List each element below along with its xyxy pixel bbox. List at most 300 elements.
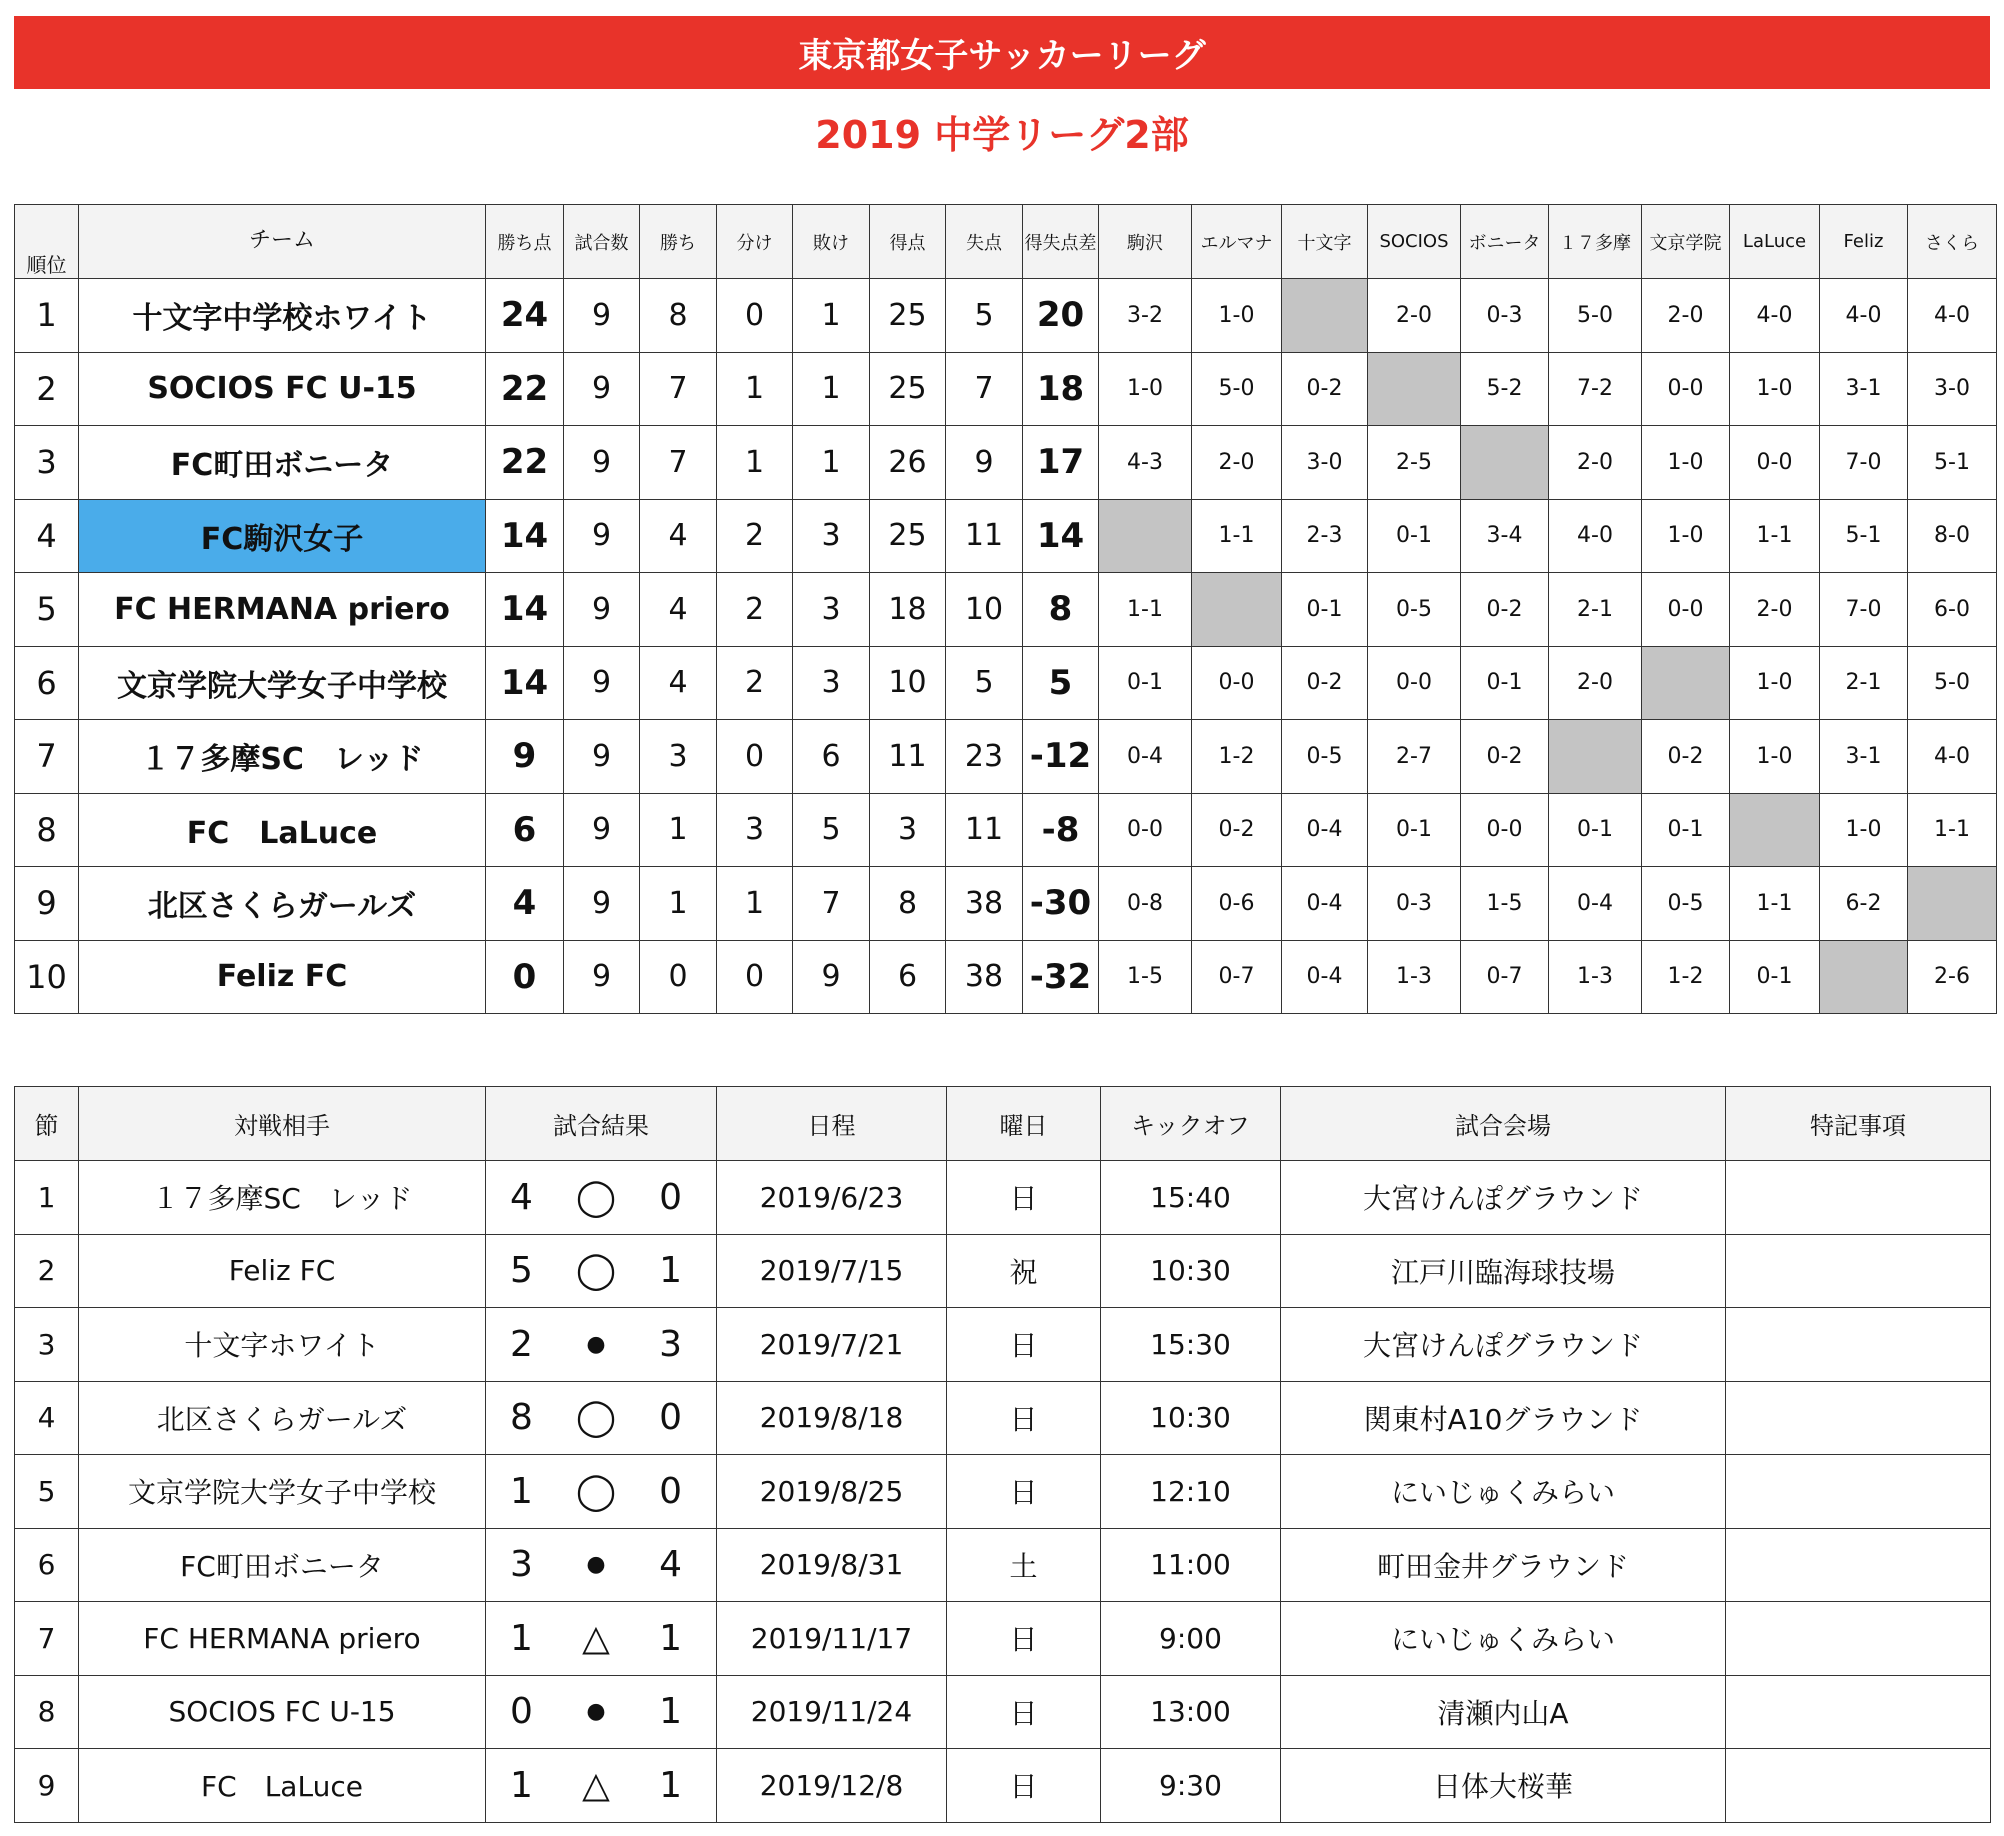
round-cell: 6: [15, 1528, 79, 1602]
head-to-head-score-cell: 3-2: [1099, 279, 1192, 353]
standings-table: [14, 204, 1997, 1014]
score-for: 3: [510, 1544, 533, 1586]
notes-cell: [1726, 1161, 1991, 1235]
goals-for-cell: 8: [870, 867, 946, 941]
head-to-head-score-cell: 3-4: [1461, 499, 1549, 573]
result-mark-icon: ●: [586, 1331, 606, 1357]
lost-cell: 3: [793, 573, 870, 647]
col-weekday-header: 曜日: [947, 1087, 1101, 1161]
head-to-head-score-cell: 0-6: [1192, 867, 1282, 941]
col-lost-header: 敗け: [793, 205, 870, 279]
goals-against-cell: 9: [946, 426, 1023, 500]
points-cell: 14: [486, 646, 564, 720]
col-date-header: 日程: [717, 1087, 947, 1161]
points-cell: 9: [486, 720, 564, 794]
result-cell: [486, 1602, 717, 1676]
won-cell: 3: [640, 720, 717, 794]
result-cell: [486, 1528, 717, 1602]
played-cell: 9: [564, 279, 640, 353]
head-to-head-score-cell: 0-4: [1282, 940, 1368, 1014]
col-opp-header: LaLuce: [1730, 205, 1820, 279]
result-score: [486, 1250, 716, 1291]
match-results-table: [14, 1086, 1991, 1823]
col-notes-header: 特記事項: [1726, 1087, 1991, 1161]
opponent-cell: 文京学院大学女子中学校: [79, 1455, 486, 1529]
head-to-head-score-cell: 0-2: [1461, 573, 1549, 647]
col-opp-header: 文京学院: [1642, 205, 1730, 279]
notes-cell: [1726, 1528, 1991, 1602]
goal-diff-cell: -8: [1023, 793, 1099, 867]
drawn-cell: 2: [717, 646, 793, 720]
col-result-header: 試合結果: [486, 1087, 717, 1161]
score-for: 4: [510, 1176, 533, 1218]
result-cell: [486, 1749, 717, 1823]
head-to-head-score-cell: 1-0: [1820, 793, 1908, 867]
lost-cell: 6: [793, 720, 870, 794]
result-cell: [486, 1161, 717, 1235]
score-against: 4: [659, 1544, 682, 1586]
kickoff-cell: 12:10: [1101, 1455, 1281, 1529]
head-to-head-score-cell: 6-2: [1820, 867, 1908, 941]
head-to-head-score-cell: 1-5: [1099, 940, 1192, 1014]
round-cell: 9: [15, 1749, 79, 1823]
played-cell: 9: [564, 352, 640, 426]
score-for: 2: [510, 1323, 533, 1365]
played-cell: 9: [564, 940, 640, 1014]
result-score: [486, 1544, 716, 1585]
date-cell: 2019/12/8: [717, 1749, 947, 1823]
self-match-cell: [1908, 867, 1997, 941]
head-to-head-score-cell: 1-2: [1642, 940, 1730, 1014]
head-to-head-score-cell: 0-0: [1368, 646, 1461, 720]
team-name-cell: FC駒沢女子: [79, 499, 486, 573]
head-to-head-score-cell: 1-1: [1730, 499, 1820, 573]
drawn-cell: 1: [717, 426, 793, 500]
round-cell: 1: [15, 1161, 79, 1235]
notes-cell: [1726, 1455, 1991, 1529]
head-to-head-score-cell: 0-3: [1368, 867, 1461, 941]
lost-cell: 1: [793, 279, 870, 353]
goals-against-cell: 23: [946, 720, 1023, 794]
weekday-cell: 祝: [947, 1234, 1101, 1308]
played-cell: 9: [564, 867, 640, 941]
result-score: [486, 1177, 716, 1218]
goal-diff-cell: 20: [1023, 279, 1099, 353]
date-cell: 2019/8/31: [717, 1528, 947, 1602]
result-score: [486, 1765, 716, 1806]
lost-cell: 9: [793, 940, 870, 1014]
result-cell: [486, 1455, 717, 1529]
head-to-head-score-cell: 6-0: [1908, 573, 1997, 647]
head-to-head-score-cell: 4-3: [1099, 426, 1192, 500]
head-to-head-score-cell: 0-1: [1642, 793, 1730, 867]
kickoff-cell: 10:30: [1101, 1381, 1281, 1455]
lost-cell: 7: [793, 867, 870, 941]
points-cell: 24: [486, 279, 564, 353]
weekday-cell: 日: [947, 1455, 1101, 1529]
goal-diff-cell: -32: [1023, 940, 1099, 1014]
head-to-head-score-cell: 1-2: [1192, 720, 1282, 794]
col-kickoff-header: キックオフ: [1101, 1087, 1281, 1161]
won-cell: 8: [640, 279, 717, 353]
round-cell: 3: [15, 1308, 79, 1382]
played-cell: 9: [564, 426, 640, 500]
won-cell: 4: [640, 499, 717, 573]
col-drawn-header: 分け: [717, 205, 793, 279]
head-to-head-score-cell: 1-5: [1461, 867, 1549, 941]
goal-diff-cell: 8: [1023, 573, 1099, 647]
result-score: [486, 1471, 716, 1512]
division-subtitle: 2019 中学リーグ2部: [815, 113, 1189, 157]
head-to-head-score-cell: 4-0: [1908, 279, 1997, 353]
standings-row: [15, 940, 1997, 1014]
weekday-cell: 土: [947, 1528, 1101, 1602]
head-to-head-score-cell: 0-5: [1642, 867, 1730, 941]
head-to-head-score-cell: 1-0: [1730, 646, 1820, 720]
team-name-cell: 文京学院大学女子中学校: [79, 646, 486, 720]
weekday-cell: 日: [947, 1602, 1101, 1676]
date-cell: 2019/11/17: [717, 1602, 947, 1676]
notes-cell: [1726, 1749, 1991, 1823]
head-to-head-score-cell: 0-1: [1730, 940, 1820, 1014]
head-to-head-score-cell: 0-4: [1549, 867, 1642, 941]
self-match-cell: [1192, 573, 1282, 647]
weekday-cell: 日: [947, 1308, 1101, 1382]
self-match-cell: [1642, 646, 1730, 720]
col-points-header: 勝ち点: [486, 205, 564, 279]
score-against: 0: [659, 1470, 682, 1512]
date-cell: 2019/7/21: [717, 1308, 947, 1382]
head-to-head-score-cell: 0-4: [1282, 867, 1368, 941]
col-venue-header: 試合会場: [1281, 1087, 1726, 1161]
match-row: [15, 1528, 1991, 1602]
score-for: 1: [510, 1764, 533, 1806]
won-cell: 4: [640, 646, 717, 720]
won-cell: 7: [640, 426, 717, 500]
venue-cell: 日体大桜華: [1281, 1749, 1726, 1823]
rank-cell: 10: [15, 940, 79, 1014]
round-cell: 5: [15, 1455, 79, 1529]
drawn-cell: 3: [717, 793, 793, 867]
goals-for-cell: 3: [870, 793, 946, 867]
head-to-head-score-cell: 1-0: [1099, 352, 1192, 426]
score-for: 1: [510, 1470, 533, 1512]
head-to-head-score-cell: 8-0: [1908, 499, 1997, 573]
rank-cell: 9: [15, 867, 79, 941]
head-to-head-score-cell: 2-0: [1730, 573, 1820, 647]
col-team-header: チーム: [79, 205, 486, 279]
head-to-head-score-cell: 5-0: [1549, 279, 1642, 353]
goals-against-cell: 38: [946, 867, 1023, 941]
head-to-head-score-cell: 0-3: [1461, 279, 1549, 353]
opponent-cell: FC HERMANA priero: [79, 1602, 486, 1676]
drawn-cell: 0: [717, 940, 793, 1014]
kickoff-cell: 13:00: [1101, 1675, 1281, 1749]
team-name-cell: 十文字中学校ホワイト: [79, 279, 486, 353]
col-opp-header: 駒沢: [1099, 205, 1192, 279]
self-match-cell: [1099, 499, 1192, 573]
goals-for-cell: 18: [870, 573, 946, 647]
rank-cell: 8: [15, 793, 79, 867]
head-to-head-score-cell: 0-1: [1549, 793, 1642, 867]
match-row: [15, 1749, 1991, 1823]
head-to-head-score-cell: 2-0: [1549, 426, 1642, 500]
head-to-head-score-cell: 0-7: [1461, 940, 1549, 1014]
head-to-head-score-cell: 2-0: [1642, 279, 1730, 353]
goal-diff-cell: 14: [1023, 499, 1099, 573]
goals-against-cell: 38: [946, 940, 1023, 1014]
date-cell: 2019/8/18: [717, 1381, 947, 1455]
drawn-cell: 0: [717, 279, 793, 353]
rank-cell: 6: [15, 646, 79, 720]
opponent-cell: 十文字ホワイト: [79, 1308, 486, 1382]
round-cell: 2: [15, 1234, 79, 1308]
head-to-head-score-cell: 5-0: [1192, 352, 1282, 426]
head-to-head-score-cell: 0-5: [1368, 573, 1461, 647]
won-cell: 0: [640, 940, 717, 1014]
score-against: 3: [659, 1323, 682, 1365]
points-cell: 22: [486, 352, 564, 426]
date-cell: 2019/7/15: [717, 1234, 947, 1308]
col-opp-header: エルマナ: [1192, 205, 1282, 279]
drawn-cell: 2: [717, 499, 793, 573]
venue-cell: 清瀬内山A: [1281, 1675, 1726, 1749]
col-opp-header: 十文字: [1282, 205, 1368, 279]
self-match-cell: [1549, 720, 1642, 794]
kickoff-cell: 10:30: [1101, 1234, 1281, 1308]
team-name-cell: FC LaLuce: [79, 793, 486, 867]
points-cell: 14: [486, 499, 564, 573]
result-cell: [486, 1308, 717, 1382]
kickoff-cell: 15:30: [1101, 1308, 1281, 1382]
result-score: [486, 1324, 716, 1365]
goal-diff-cell: -12: [1023, 720, 1099, 794]
col-gf-header: 得点: [870, 205, 946, 279]
opponent-cell: FC町田ボニータ: [79, 1528, 486, 1602]
score-against: 0: [659, 1397, 682, 1439]
head-to-head-score-cell: 0-0: [1730, 426, 1820, 500]
head-to-head-score-cell: 7-0: [1820, 426, 1908, 500]
head-to-head-score-cell: 0-1: [1368, 499, 1461, 573]
score-for: 8: [510, 1397, 533, 1439]
match-row: [15, 1308, 1991, 1382]
col-opp-header: Feliz: [1820, 205, 1908, 279]
goal-diff-cell: 17: [1023, 426, 1099, 500]
head-to-head-score-cell: 2-7: [1368, 720, 1461, 794]
result-cell: [486, 1234, 717, 1308]
lost-cell: 1: [793, 352, 870, 426]
goals-for-cell: 25: [870, 279, 946, 353]
notes-cell: [1726, 1234, 1991, 1308]
venue-cell: 大宮けんぽグラウンド: [1281, 1308, 1726, 1382]
self-match-cell: [1461, 426, 1549, 500]
kickoff-cell: 11:00: [1101, 1528, 1281, 1602]
venue-cell: にいじゅくみらい: [1281, 1455, 1726, 1529]
won-cell: 7: [640, 352, 717, 426]
goals-for-cell: 26: [870, 426, 946, 500]
lost-cell: 1: [793, 426, 870, 500]
standings-row: [15, 279, 1997, 353]
played-cell: 9: [564, 720, 640, 794]
standings-row: [15, 646, 1997, 720]
weekday-cell: 日: [947, 1161, 1101, 1235]
standings-row: [15, 573, 1997, 647]
goals-for-cell: 25: [870, 499, 946, 573]
venue-cell: 江戸川臨海球技場: [1281, 1234, 1726, 1308]
goals-against-cell: 11: [946, 793, 1023, 867]
head-to-head-score-cell: 2-1: [1820, 646, 1908, 720]
head-to-head-score-cell: 1-3: [1368, 940, 1461, 1014]
notes-cell: [1726, 1381, 1991, 1455]
date-cell: 2019/8/25: [717, 1455, 947, 1529]
weekday-cell: 日: [947, 1749, 1101, 1823]
score-for: 5: [510, 1250, 533, 1292]
notes-cell: [1726, 1675, 1991, 1749]
head-to-head-score-cell: 5-2: [1461, 352, 1549, 426]
lost-cell: 5: [793, 793, 870, 867]
score-against: 1: [659, 1691, 682, 1733]
weekday-cell: 日: [947, 1675, 1101, 1749]
round-cell: 7: [15, 1602, 79, 1676]
standings-row: [15, 867, 1997, 941]
kickoff-cell: 15:40: [1101, 1161, 1281, 1235]
match-row: [15, 1381, 1991, 1455]
goals-against-cell: 10: [946, 573, 1023, 647]
score-against: 1: [659, 1764, 682, 1806]
head-to-head-score-cell: 0-4: [1099, 720, 1192, 794]
col-opp-header: さくら: [1908, 205, 1997, 279]
col-won-header: 勝ち: [640, 205, 717, 279]
match-row: [15, 1455, 1991, 1529]
self-match-cell: [1282, 279, 1368, 353]
head-to-head-score-cell: 1-1: [1908, 793, 1997, 867]
standings-row: [15, 793, 1997, 867]
venue-cell: 関東村A10グラウンド: [1281, 1381, 1726, 1455]
goals-for-cell: 10: [870, 646, 946, 720]
head-to-head-score-cell: 0-7: [1192, 940, 1282, 1014]
played-cell: 9: [564, 573, 640, 647]
score-against: 1: [659, 1250, 682, 1292]
score-against: 1: [659, 1617, 682, 1659]
head-to-head-score-cell: 0-2: [1192, 793, 1282, 867]
score-for: 1: [510, 1617, 533, 1659]
date-cell: 2019/6/23: [717, 1161, 947, 1235]
head-to-head-score-cell: 3-0: [1908, 352, 1997, 426]
played-cell: 9: [564, 499, 640, 573]
self-match-cell: [1820, 940, 1908, 1014]
team-name-cell: １７多摩SC レッド: [79, 720, 486, 794]
drawn-cell: 0: [717, 720, 793, 794]
league-title: 東京都女子サッカーリーグ: [798, 36, 1206, 76]
head-to-head-score-cell: 3-0: [1282, 426, 1368, 500]
rank-cell: 3: [15, 426, 79, 500]
head-to-head-score-cell: 0-8: [1099, 867, 1192, 941]
head-to-head-score-cell: 1-1: [1730, 867, 1820, 941]
head-to-head-score-cell: 0-5: [1282, 720, 1368, 794]
notes-cell: [1726, 1308, 1991, 1382]
head-to-head-score-cell: 0-0: [1642, 573, 1730, 647]
result-mark-icon: △: [582, 1764, 610, 1806]
head-to-head-score-cell: 5-1: [1908, 426, 1997, 500]
col-opp-header: ボニータ: [1461, 205, 1549, 279]
head-to-head-score-cell: 4-0: [1908, 720, 1997, 794]
rank-cell: 1: [15, 279, 79, 353]
head-to-head-score-cell: 0-1: [1461, 646, 1549, 720]
match-row: [15, 1675, 1991, 1749]
result-cell: [486, 1675, 717, 1749]
opponent-cell: SOCIOS FC U-15: [79, 1675, 486, 1749]
points-cell: 14: [486, 573, 564, 647]
col-ga-header: 失点: [946, 205, 1023, 279]
head-to-head-score-cell: 0-1: [1099, 646, 1192, 720]
standings-row: [15, 352, 1997, 426]
head-to-head-score-cell: 0-4: [1282, 793, 1368, 867]
head-to-head-score-cell: 0-0: [1642, 352, 1730, 426]
league-title-banner: [14, 16, 1990, 89]
head-to-head-score-cell: 0-0: [1099, 793, 1192, 867]
team-name-cell: FC HERMANA priero: [79, 573, 486, 647]
head-to-head-score-cell: 1-1: [1099, 573, 1192, 647]
venue-cell: にいじゅくみらい: [1281, 1602, 1726, 1676]
match-row: [15, 1602, 1991, 1676]
self-match-cell: [1730, 793, 1820, 867]
head-to-head-score-cell: 1-1: [1192, 499, 1282, 573]
head-to-head-score-cell: 1-0: [1642, 426, 1730, 500]
head-to-head-score-cell: 2-1: [1549, 573, 1642, 647]
head-to-head-score-cell: 2-6: [1908, 940, 1997, 1014]
played-cell: 9: [564, 646, 640, 720]
head-to-head-score-cell: 0-1: [1282, 573, 1368, 647]
kickoff-cell: 9:30: [1101, 1749, 1281, 1823]
head-to-head-score-cell: 1-3: [1549, 940, 1642, 1014]
goals-for-cell: 11: [870, 720, 946, 794]
col-opp-header: SOCIOS: [1368, 205, 1461, 279]
goals-against-cell: 11: [946, 499, 1023, 573]
weekday-cell: 日: [947, 1381, 1101, 1455]
col-opponent-header: 対戦相手: [79, 1087, 486, 1161]
points-cell: 6: [486, 793, 564, 867]
standings-row: [15, 720, 1997, 794]
head-to-head-score-cell: 2-0: [1549, 646, 1642, 720]
head-to-head-score-cell: 1-0: [1730, 720, 1820, 794]
standings-row: [15, 426, 1997, 500]
result-score: [486, 1397, 716, 1438]
result-cell: [486, 1381, 717, 1455]
played-cell: 9: [564, 793, 640, 867]
rank-cell: 4: [15, 499, 79, 573]
head-to-head-score-cell: 4-0: [1730, 279, 1820, 353]
head-to-head-score-cell: 0-2: [1461, 720, 1549, 794]
head-to-head-score-cell: 5-1: [1820, 499, 1908, 573]
col-gd-header: 得失点差: [1023, 205, 1099, 279]
head-to-head-score-cell: 2-3: [1282, 499, 1368, 573]
rank-cell: 2: [15, 352, 79, 426]
result-score: [486, 1618, 716, 1659]
team-name-cell: FC町田ボニータ: [79, 426, 486, 500]
notes-cell: [1726, 1602, 1991, 1676]
lost-cell: 3: [793, 646, 870, 720]
goals-against-cell: 7: [946, 352, 1023, 426]
drawn-cell: 1: [717, 352, 793, 426]
date-cell: 2019/11/24: [717, 1675, 947, 1749]
match-row: [15, 1161, 1991, 1235]
col-round-header: 節: [15, 1087, 79, 1161]
opponent-cell: Feliz FC: [79, 1234, 486, 1308]
opponent-cell: 北区さくらガールズ: [79, 1381, 486, 1455]
drawn-cell: 2: [717, 573, 793, 647]
kickoff-cell: 9:00: [1101, 1602, 1281, 1676]
won-cell: 1: [640, 793, 717, 867]
